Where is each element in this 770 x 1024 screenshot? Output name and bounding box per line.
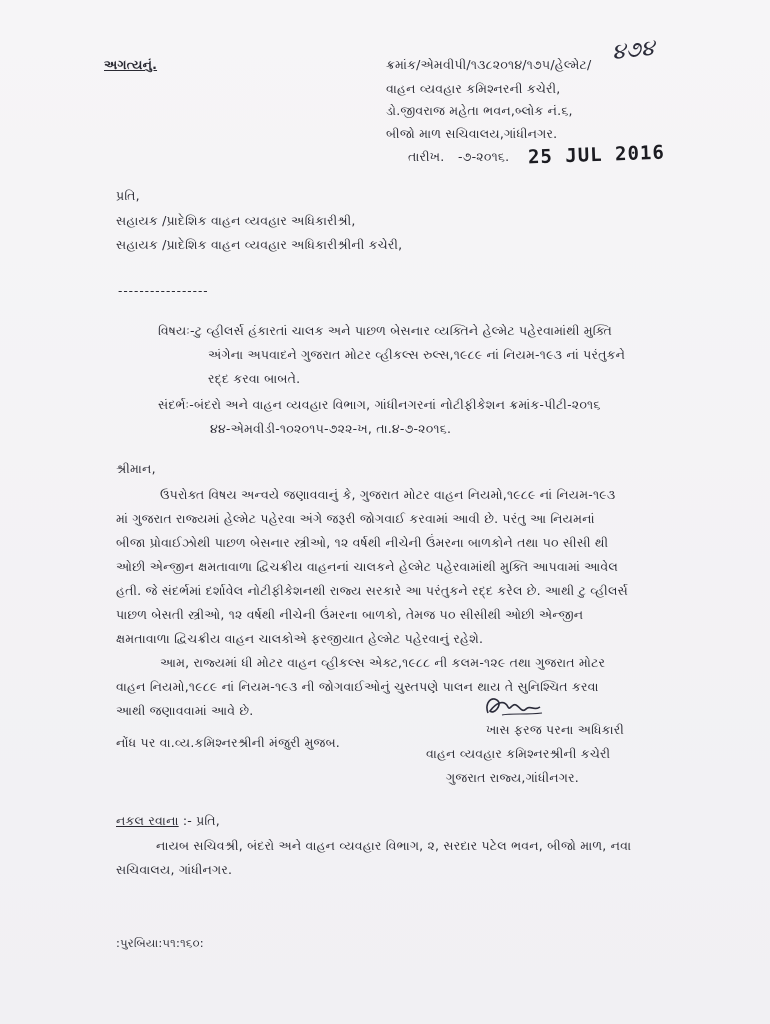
para1-line-2: માં ગુજરાત રાજ્યમાં હેલ્મેટ પહેરવા અંગે જરૂરી જોગવાઈ કરવામાં આવી છે. પરંતુ આ નિયમનાં: [116, 511, 595, 526]
recipient-line-1: સહાયક /પ્રાદેશિક વાહન વ્યવહાર અધિકારીશ્રી,: [116, 213, 356, 228]
important-label: અગત્યનું.: [104, 57, 158, 72]
approval-note: નોંધ પર વા.વ્ય.કમિશ્નરશ્રીની મંજુરી મુજબ.: [116, 735, 340, 750]
para2-line-2: વાહન નિયમો,૧૯૮૯ નાં નિયમ-૧૯૩ ની જોગવાઈઓનું ચુસ્તપણે પાલન થાય તે સુનિશ્ચિત કરવા: [116, 679, 599, 694]
para1-line-7: ક્ષમતાવાળા દ્વિચક્રીય વાહન ચાલકોએ ફરજીયાત હેલ્મેટ પહેરવાનું રહેશે.: [116, 631, 484, 646]
prati-label: પ્રતિ,: [116, 188, 140, 203]
signature-line-3: ગુજરાત રાજ્ય,ગાંધીનગર.: [446, 770, 579, 785]
salutation: શ્રીમાન,: [116, 461, 156, 476]
copy-heading: [116, 812, 220, 829]
copy-label: નકલ રવાના: [116, 813, 179, 828]
para2-line-3: આથી જણાવવામાં આવે છે.: [116, 703, 254, 718]
signature-line-1: ખાસ ફરજ પરના અધિકારી: [486, 722, 624, 737]
footer-code: :પુરબિયા:૫૧:૧૬૦:: [116, 936, 204, 950]
date-value: -૭-૨૦૧૬.: [458, 149, 510, 164]
signature-line-2: વાહન વ્યવહાર કમિશ્નરશ્રીની કચેરી: [426, 746, 611, 761]
separator-dashes: -----------------: [118, 284, 209, 298]
handwritten-number: ૪૭૪: [610, 35, 656, 66]
copy-line-2: સચિવાલય, ગાંધીનગર.: [116, 862, 233, 877]
subject-line-3: રદ્દ કરવા બાબતે.: [208, 371, 301, 386]
date-label: તારીખ.: [408, 149, 445, 164]
office-line-1: વાહન વ્યવહાર કમિશ્નરની કચેરી,: [386, 81, 561, 96]
subject-line-1: વિષયઃ-ટુ વ્હીલર્સ હંકારતાં ચાલક અને પાછળ બેસનાર વ્યક્તિને હેલ્મેટ પહેરવામાંથી મુક્તિ: [158, 323, 612, 338]
para1-line-6: પાછળ બેસતી સ્ત્રીઓ, ૧૨ વર્ષથી નીચેની ઉંમરના બાળકો, તેમજ ૫૦ સીસીથી ઓછી એન્જીન: [116, 607, 584, 622]
subject-line-2: અંગેના અપવાદને ગુજરાત મોટર વ્હીકલ્સ રુલ્સ,૧૯૮૯ નાં નિયમ-૧૯૩ નાં પરંતુકને: [208, 347, 626, 362]
para1-line-3: બીજા પ્રોવાઈઝોથી પાછળ બેસનાર સ્ત્રીઓ, ૧૨ વર્ષથી નીચેની ઉંમરના બાળકોને તથા ૫૦ સીસી થી: [116, 535, 609, 550]
copy-line-1: નાયબ સચિવશ્રી, બંદરો અને વાહન વ્યવહાર વિભાગ, ૨, સરદાર પટેલ ભવન, બીજો માળ, નવા: [156, 838, 632, 853]
office-line-3: બીજો માળ સચિવાલય,ગાંધીનગર.: [386, 126, 558, 141]
date-stamp: 25 JUL 2016: [527, 141, 666, 169]
para1-line-1: ઉપરોક્ત વિષય અન્વયે જણાવવાનું કે, ગુજરાત મોટર વાહન નિયમો,૧૯૮૯ નાં નિયમ-૧૯૩: [160, 487, 616, 502]
reference-line-1: સંદર્ભઃ-બંદરો અને વાહન વ્યવહાર વિભાગ, ગાંધીનગરનાં નોટીફીકેશન ક્રમાંક-પીટી-૨૦૧૬: [158, 397, 601, 412]
para1-line-5: હતી. જે સંદર્ભમાં દર્શાવેલ નોટીફીકેશનથી રાજ્ય સરકારે આ પરંતુકને રદ્દ કરેલ છે. આથી ટુ વ્હીલર્સ: [116, 583, 628, 598]
reference-line-2: ૪૪-એમવીડી-૧૦૨૦૧૫-૭૨૨-ખ, તા.૪-૭-૨૦૧૬.: [210, 421, 452, 436]
office-line-2: ડો.જીવરાજ મહેતા ભવન,બ્લોક નં.૬,: [386, 103, 573, 118]
recipient-line-2: સહાયક /પ્રાદેશિક વાહન વ્યવહાર અધિકારીશ્રીની કચેરી,: [116, 237, 403, 252]
para1-line-4: ઓછી એન્જીન ક્ષમતાવાળા દ્વિચક્રીય વાહનનાં ચાલકને હેલ્મેટ પહેરવામાંથી મુક્તિ આપવામાં આવેલ: [116, 559, 619, 574]
reference-number: ક્રમાંક/એમવીપી/૧૩૮૨૦૧૪/૧૭૫/હેલ્મેટ/: [386, 57, 592, 72]
para2-line-1: આમ, રાજ્યમાં ધી મોટર વાહન વ્હીકલ્સ એક્ટ,૧૯૮૮ ની કલમ-૧૨૯ તથા ગુજરાત મોટર: [160, 655, 606, 670]
signature-scribble: [482, 693, 548, 719]
copy-suffix: :- પ્રતિ,: [178, 813, 220, 828]
